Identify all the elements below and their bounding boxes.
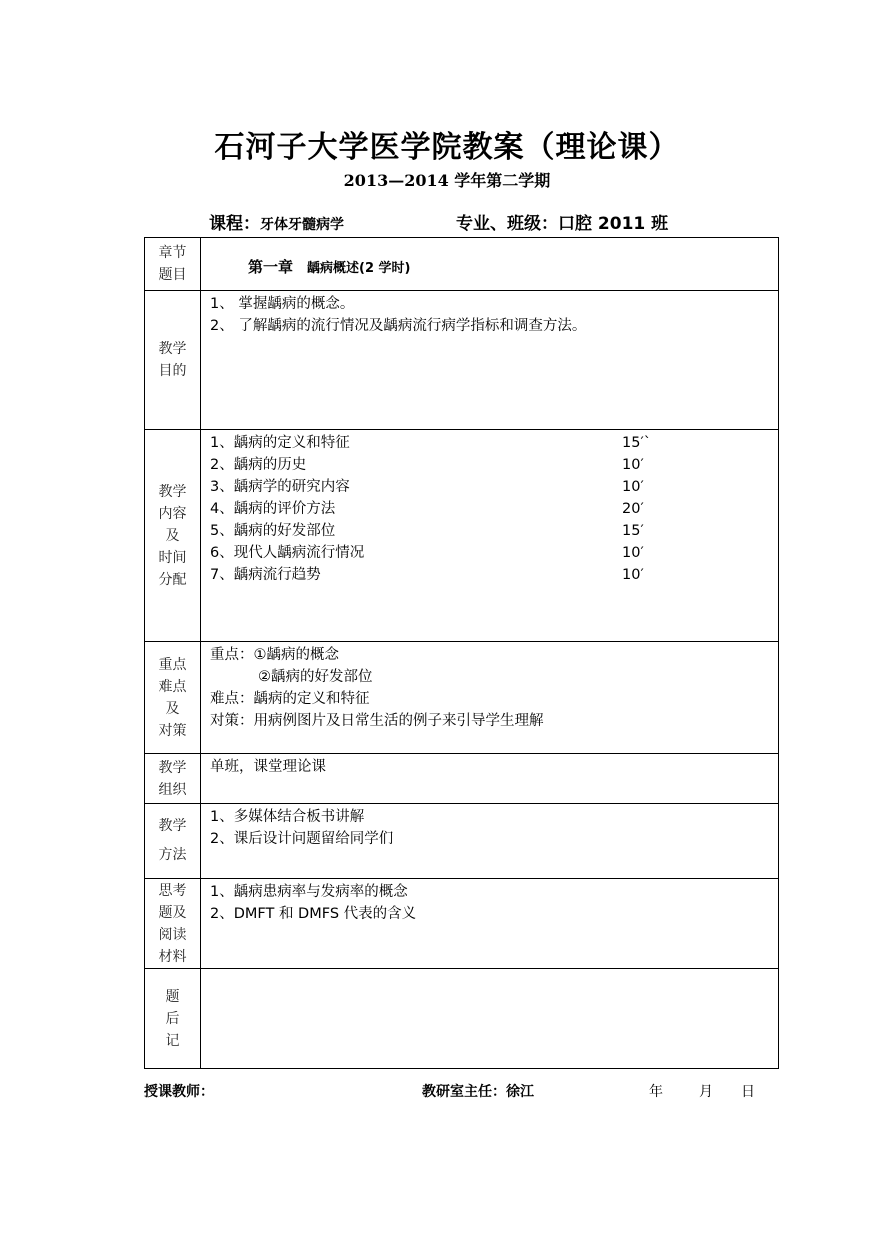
page-title: 石河子大学医学院教案（理论课） [214, 130, 680, 165]
reading-content [201, 879, 779, 969]
content-item: 6、现代人龋病流行情况 10′ [210, 542, 778, 564]
chapter-content [201, 238, 779, 291]
time-value: 20′ [622, 501, 644, 517]
keypoints-content [201, 642, 779, 754]
objective-item: 1、 掌握龋病的概念。 [210, 296, 355, 312]
methods-row [145, 804, 779, 879]
reading-row [145, 879, 779, 969]
postscript-label: 题 后 记 [145, 969, 201, 1069]
strategy-line: 对策：用病例图片及日常生活的例子来引导学生理解 [210, 713, 544, 729]
lesson-plan-table [144, 237, 779, 1069]
major-class-info [456, 209, 668, 234]
content-row [145, 430, 779, 642]
method-item: 1、多媒体结合板书讲解 [210, 809, 365, 825]
course-value: 牙体牙髓病学 [260, 217, 344, 233]
content-item: 2、龋病的历史 10′ [210, 454, 778, 476]
date-year: 年 [649, 1084, 663, 1100]
content-item: 3、龋病学的研究内容 10′ [210, 476, 778, 498]
postscript-row [145, 969, 779, 1069]
chapter-subtitle: 龋病概述(2 学时) [307, 261, 411, 276]
time-value: 15′` [622, 435, 651, 451]
reading-item: 2、DMFT 和 DMFS 代表的含义 [210, 906, 417, 922]
content-item: 5、龋病的好发部位 15′ [210, 520, 778, 542]
content-item: 1、龋病的定义和特征 15′` [210, 432, 778, 454]
time-value: 15′ [622, 523, 644, 539]
organization-label: 教学 组织 [145, 754, 201, 804]
teacher-label: 授课教师： [144, 1084, 214, 1100]
keypoint-line: ②龋病的好发部位 [258, 669, 373, 685]
time-value: 10′ [622, 545, 644, 561]
director-label: 教研室主任：徐江 [422, 1084, 534, 1100]
methods-label: 教学 方法 [145, 804, 201, 879]
chapter-title: 第一章 龋病概述(2 学时) [248, 258, 411, 276]
date-day: 日 [741, 1084, 755, 1100]
objectives-label: 教学 目的 [145, 291, 201, 430]
reading-label: 思考 题及 阅读 材料 [145, 879, 201, 969]
course-label: 课程： [209, 214, 260, 234]
date-month: 月 [699, 1084, 713, 1100]
keypoints-row [145, 642, 779, 754]
method-item: 2、课后设计问题留给同学们 [210, 831, 394, 847]
content-items [201, 430, 779, 642]
objectives-row [145, 291, 779, 430]
reading-item: 1、龋病患病率与发病率的概念 [210, 884, 408, 900]
postscript-content [201, 969, 779, 1069]
difficulty-line: 难点：龋病的定义和特征 [210, 691, 370, 707]
major-label: 专业、班级： [456, 214, 558, 234]
objectives-content [201, 291, 779, 430]
organization-content: 单班，课堂理论课 [201, 754, 779, 804]
chapter-label: 章节 题目 [145, 238, 201, 291]
objective-item: 2、 了解龋病的流行情况及龋病流行病学指标和调查方法。 [210, 318, 587, 334]
content-item: 4、龋病的评价方法 20′ [210, 498, 778, 520]
keypoints-label: 重点 难点 及 对策 [145, 642, 201, 754]
content-label: 教学 内容 及 时间 分配 [145, 430, 201, 642]
time-value: 10′ [622, 457, 644, 473]
keypoint-line: 重点：①龋病的概念 [210, 647, 339, 663]
time-value: 10′ [622, 479, 644, 495]
time-value: 10′ [622, 567, 644, 583]
content-item: 7、龋病流行趋势 10′ [210, 564, 778, 586]
major-value: 口腔 2011 班 [558, 214, 669, 234]
methods-content [201, 804, 779, 879]
chapter-row [145, 238, 779, 291]
course-info [209, 209, 344, 234]
semester-text: 2013—2014 学年第二学期 [343, 171, 551, 190]
organization-row [145, 754, 779, 804]
